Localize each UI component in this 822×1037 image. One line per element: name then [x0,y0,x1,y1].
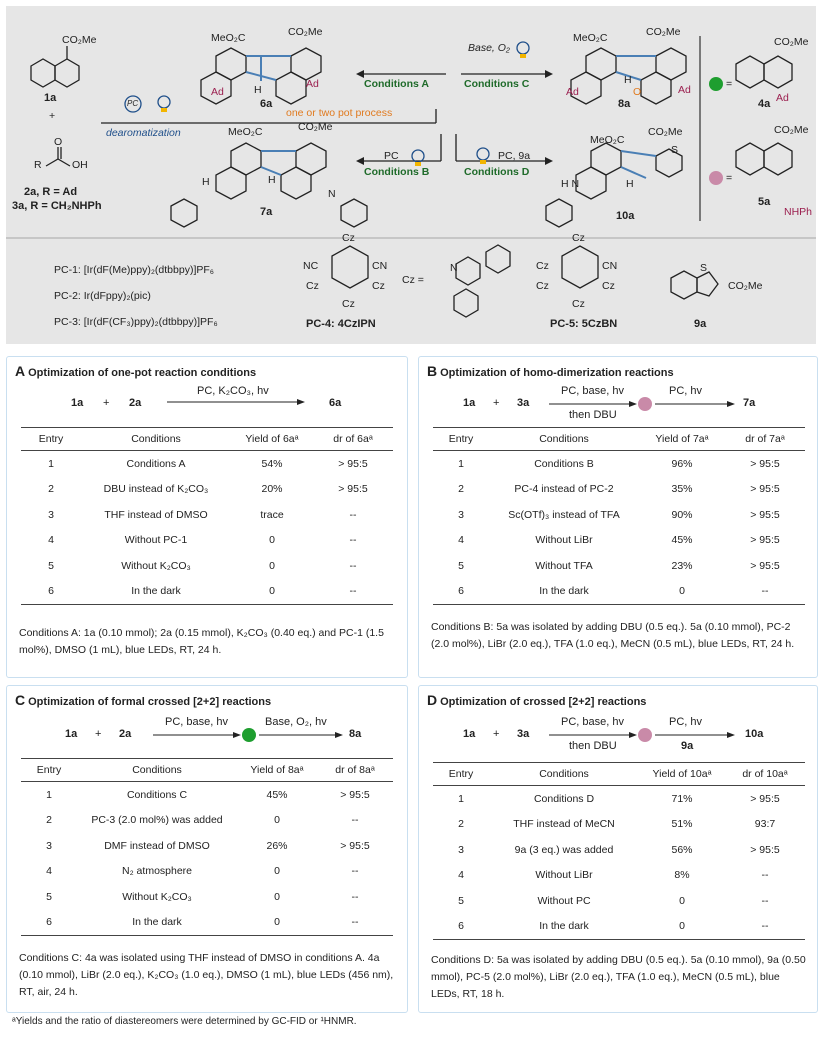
table-cell: THF instead of DMSO [104,508,208,521]
table-cell: -- [313,579,393,605]
pc4-nc: NC [303,260,319,272]
table-row [21,782,393,808]
pink-dot-marker [709,171,723,185]
table-row [21,808,393,834]
c-cond-1: PC, base, hv [165,716,228,728]
c-h-entry: Entry [21,759,77,782]
table-row [21,579,393,605]
catalyst-pc3: PC-3: [Ir(dF(CF₃)ppy)₂(dtbbpy)]PF₆ [54,316,218,328]
table-cell: In the dark [77,910,237,936]
d-cond-1: PC, base, hv [561,716,624,728]
label-9a: 9a [694,318,707,330]
table-cell: DMF instead of DMSO [104,839,210,852]
pc5-cz-br: Cz [602,280,615,292]
table-cell: 3 [48,508,54,521]
a-reactant-1: 1a [71,397,84,409]
a-h-yield: Yield of 6aᵃ [231,428,313,451]
pc4-cn: CN [372,260,388,272]
catalyst-pc2: PC-2: Ir(dFppy)₂(pic) [54,290,151,302]
table-cell: 1 [458,792,464,805]
table-cell: Without TFA [535,559,593,572]
d-h-dr: dr of 10aᵃ [725,763,805,786]
conditions-b-label: Conditions B [364,166,430,178]
8a-h: H [624,74,632,86]
10a-h: H [626,178,634,190]
acid-o: O [54,136,63,148]
conditions-c-label: Conditions C [464,78,530,90]
table-cell: 0 [269,559,275,572]
table-cell: 3 [458,508,464,521]
pc-9a-label: PC, 9a [498,150,531,162]
a-arrow [167,397,307,407]
table-cell: In the dark [81,579,231,605]
label-pc5: PC-5: 5CzBN [550,318,618,330]
sm1-ester: CO₂Me [62,34,97,46]
table-cell: 0 [274,890,280,903]
table-cell: PC-3 (2.0 mol%) was added [91,814,223,827]
table-row [21,859,393,885]
table-cell: 5 [458,559,464,572]
d-reactant-1: 1a [463,728,476,740]
carbazole-n: N [450,262,458,274]
table-cell: In the dark [489,579,639,605]
b-product: 7a [743,397,756,409]
green-dot-marker [709,77,723,91]
9a-ester: CO₂Me [728,280,763,292]
base-o2-label: Base, O₂ [468,42,510,54]
8a-o: O [633,86,642,98]
table-cell: 4 [458,534,464,547]
table-b [433,427,805,605]
d-cond-2: PC, hv [669,716,703,728]
table-cell: -- [351,814,359,827]
table-cell: 1 [458,457,464,470]
table-row [433,553,805,579]
table-cell: 6 [21,579,81,605]
table-row [433,786,805,812]
table-cell: 6 [433,914,489,940]
pc4-cz-bottom: Cz [342,298,355,310]
10a-ester-1: MeO₂C [590,134,625,146]
table-cell: 0 [237,910,317,936]
table-cell: 2 [46,814,52,827]
10a-ester-2: CO₂Me [648,126,683,138]
8a-ester-2: CO₂Me [646,26,681,38]
panel-a-title: A Optimization of one-pot reaction conditions [15,363,257,379]
reaction-scheme [6,6,816,344]
c-product: 8a [349,728,362,740]
table-cell: 45% [266,788,288,801]
table-row [433,837,805,863]
table-a [21,427,393,605]
7a-nh-right: N [328,188,336,200]
a-product: 6a [329,397,342,409]
table-cell: 1 [48,457,54,470]
b-reactant-2: 3a [517,397,530,409]
9a-s: S [700,262,708,274]
table-cell: > 95:5 [750,792,780,805]
pc4-cz-left: Cz [306,280,319,292]
b-h-yield: Yield of 7aᵃ [639,428,725,451]
table-c [21,758,393,936]
table-cell: 0 [269,534,275,547]
panel-d [418,685,818,1013]
b-cond-1: PC, base, hv [561,385,624,397]
table-cell: 96% [671,457,693,470]
table-cell: 4 [46,865,52,878]
b-cond-2: PC, hv [669,385,703,397]
table-cell: 9a (3 eq.) was added [514,843,614,856]
table-cell: -- [349,559,357,572]
table-cell: > 95:5 [340,839,370,852]
panel-a [6,356,408,678]
10a-nh: H N [561,178,580,190]
table-cell: N₂ atmosphere [121,865,193,878]
table-cell: 0 [639,579,725,605]
label-7a: 7a [260,206,273,218]
key-5a-nhph: NHPh [784,206,813,218]
table-row [21,477,393,503]
table-cell: > 95:5 [338,483,368,496]
table-row [433,579,805,605]
table-cell: 23% [671,559,693,572]
table-cell: Conditions C [126,788,188,801]
c-reactant-2: 2a [119,728,132,740]
d-h-yield: Yield of 10aᵃ [639,763,725,786]
table-cell: Without K₂CO₃ [121,559,191,572]
pc5-cn: CN [602,260,618,272]
table-cell: PC-4 instead of PC-2 [514,483,614,496]
table-cell: Without LiBr [535,869,593,882]
pot-process-label: one or two pot process [286,107,393,119]
key-4a-ad: Ad [776,92,789,104]
table-cell: 2 [458,483,464,496]
pc-circle-label: PC [127,99,139,108]
table-row [433,812,805,838]
table-row [433,863,805,889]
table-cell: 71% [671,792,693,805]
7a-ester-2: CO₂Me [298,121,333,133]
table-row [21,502,393,528]
table-cell: Conditions A [126,457,186,470]
table-cell: trace [260,508,284,521]
a-conditions: PC, K₂CO₃, hv [197,385,269,397]
d-plus: + [493,728,500,740]
pc4-cz-top: Cz [342,232,355,244]
b-cond-1b: then DBU [569,409,617,421]
table-cell: 51% [671,818,693,831]
table-cell: 6 [433,579,489,605]
table-cell: 35% [671,483,693,496]
6a-ad-2: Ad [306,78,319,90]
table-cell: -- [761,894,769,907]
acid-oh: OH [72,159,88,171]
table-row [21,553,393,579]
table-cell: THF instead of MeCN [513,818,615,831]
table-cell: > 95:5 [750,457,780,470]
table-cell: 0 [274,865,280,878]
c-h-dr: dr of 8aᵃ [317,759,393,782]
pc5-cz-top: Cz [572,232,585,244]
catalyst-pc1: PC-1: [Ir(dF(Me)ppy)₂(dtbbpy)]PF₆ [54,264,215,276]
label-pc4: PC-4: 4CzIPN [306,318,376,330]
table-cell: 2 [458,818,464,831]
table-cell: 3 [458,843,464,856]
key-4a-ester: CO₂Me [774,36,809,48]
table-cell: -- [725,914,805,940]
table-row [21,833,393,859]
label-3a: 3a, R = CH₂NHPh [12,200,102,212]
table-cell: 3 [46,839,52,852]
label-8a: 8a [618,98,631,110]
table-cell: > 95:5 [338,457,368,470]
key-5a-eq: = [726,172,733,184]
page-footnote: ᵃYields and the ratio of diastereomers were determined by GC-FID or ¹HNMR. [12,1016,357,1027]
dearomatization-label: dearomatization [106,127,181,139]
table-cell: -- [351,890,359,903]
cz-definition: Cz = [402,274,424,286]
table-cell: > 95:5 [750,843,780,856]
panel-a-footnote: Conditions A: 1a (0.10 mmol); 2a (0.15 mmol), K₂CO₃ (0.40 eq.) and PC-1 (1.5 mol%), DMSO (1 mL), blue LEDs, RT, 24 h. [19,627,384,656]
a-h-dr: dr of 6aᵃ [313,428,393,451]
plus-sign: + [49,110,56,122]
d-cond-1b: then DBU [569,740,617,752]
table-row [433,451,805,477]
table-row [433,914,805,940]
a-reactant-2: 2a [129,397,142,409]
8a-ad-2: Ad [678,84,691,96]
table-cell: -- [761,869,769,882]
table-cell: Conditions D [533,792,595,805]
conditions-a-label: Conditions A [364,78,429,90]
pc5-cz-bl: Cz [536,280,549,292]
7a-nh-left: H [202,176,210,188]
key-5a-ester: CO₂Me [774,124,809,136]
7a-h: H [268,174,276,186]
table-cell: -- [351,865,359,878]
table-cell: 0 [639,914,725,940]
6a-ester-2: CO₂Me [288,26,323,38]
d-product: 10a [745,728,764,740]
panel-c-title: C Optimization of formal crossed [2+2] reactions [15,692,272,708]
table-cell: 6 [21,910,77,936]
table-cell: 1 [46,788,52,801]
a-h-conditions: Conditions [81,428,231,451]
panel-c-footnote: Conditions C: 4a was isolated using THF instead of DMSO in conditions A. 4a (0.10 mmol), LiBr (2.0 eq.), K₂CO₃ (1.0 eq.), DMSO (1 mL), blue LEDs (456 nm), RT, air, 24 h. [19,952,394,998]
table-cell: 0 [231,579,313,605]
table-cell: > 95:5 [750,559,780,572]
panel-b [418,356,818,678]
8a-ad-1: Ad [566,86,579,98]
7a-ester-1: MeO₂C [228,126,263,138]
table-cell: Sc(OTf)₃ instead of TFA [508,508,620,521]
table-row [21,910,393,936]
c-plus: + [95,728,102,740]
table-cell: -- [725,579,805,605]
a-h-entry: Entry [21,428,81,451]
table-row [21,884,393,910]
table-d [433,762,805,940]
d-arrows [549,728,739,742]
c-arrows [153,728,353,742]
table-cell: Without PC [537,894,591,907]
8a-ester-1: MeO₂C [573,32,608,44]
label-4a: 4a [758,98,771,110]
table-cell: > 95:5 [750,483,780,496]
6a-h: H [254,84,262,96]
table-cell: 5 [48,559,54,572]
d-h-conditions: Conditions [489,763,639,786]
acid-r: R [34,159,42,171]
table-cell: 0 [274,814,280,827]
table-cell: 26% [266,839,288,852]
label-5a: 5a [758,196,771,208]
b-arrows [549,397,739,411]
table-cell: > 95:5 [340,788,370,801]
table-row [433,528,805,554]
key-4a-eq: = [726,78,733,90]
table-cell: 0 [679,894,685,907]
table-cell: 8% [674,869,690,882]
table-cell: 4 [458,869,464,882]
c-cond-2: Base, O₂, hv [265,716,327,728]
table-cell: -- [349,534,357,547]
table-cell: 93:7 [754,818,776,831]
label-6a: 6a [260,98,273,110]
6a-ester-1: MeO₂C [211,32,246,44]
panel-b-footnote: Conditions B: 5a was isolated by adding DBU (0.5 eq.). 5a (0.10 mmol), PC-2 (2.0 mol%), LiBr (2.0 eq.), TFA (1.0 eq.), MeCN (0.5 mL), blue LEDs, RT, 24 h. [431,621,795,650]
b-reactant-1: 1a [463,397,476,409]
table-cell: 45% [671,534,693,547]
table-cell: Without LiBr [535,534,593,547]
b-h-entry: Entry [433,428,489,451]
c-h-yield: Yield of 8aᵃ [237,759,317,782]
table-row [433,888,805,914]
conditions-d-label: Conditions D [464,166,530,178]
table-cell: 90% [671,508,693,521]
table-cell: Conditions B [534,457,594,470]
table-cell: DBU instead of K₂CO₃ [103,483,209,496]
table-cell: > 95:5 [750,534,780,547]
10a-s: S [671,144,679,156]
panel-d-title: D Optimization of crossed [2+2] reactions [427,692,647,708]
table-cell: 2 [48,483,54,496]
table-cell: Without PC-1 [124,534,188,547]
table-row [433,502,805,528]
label-1a: 1a [44,92,57,104]
table-cell: 20% [261,483,283,496]
6a-ad-1: Ad [211,86,224,98]
table-cell: 54% [261,457,283,470]
table-cell: > 95:5 [750,508,780,521]
a-plus: + [103,397,110,409]
pc4-cz-right: Cz [372,280,385,292]
label-2a: 2a, R = Ad [24,186,78,198]
table-row [21,451,393,477]
table-cell: In the dark [489,914,639,940]
d-cond-2b: 9a [681,740,694,752]
d-reactant-2: 3a [517,728,530,740]
c-reactant-1: 1a [65,728,78,740]
table-cell: 4 [48,534,54,547]
pc5-cz-tl: Cz [536,260,549,272]
b-h-dr: dr of 7aᵃ [725,428,805,451]
table-cell: 5 [46,890,52,903]
panel-c [6,685,408,1013]
b-h-conditions: Conditions [489,428,639,451]
pc5-cz-bottom: Cz [572,298,585,310]
table-cell: 5 [458,894,464,907]
table-row [21,528,393,554]
table-cell: Without K₂CO₃ [122,890,192,903]
table-cell: -- [317,910,393,936]
panel-b-title: B Optimization of homo-dimerization reactions [427,363,674,379]
table-cell: 56% [671,843,693,856]
panel-d-footnote: Conditions D: 5a was isolated by adding DBU (0.5 eq.). 5a (0.10 mmol), 9a (0.50 mmol), PC-5 (2.0 mol%), LiBr (2.0 eq.), TFA (1.0 eq.), MeCN (0.5 mL), blue LEDs, RT, 18 h. [431,954,806,1000]
table-cell: -- [349,508,357,521]
d-h-entry: Entry [433,763,489,786]
table-row [433,477,805,503]
label-10a: 10a [616,210,635,222]
pc-b-label: PC [384,150,399,162]
b-plus: + [493,397,500,409]
c-h-conditions: Conditions [77,759,237,782]
